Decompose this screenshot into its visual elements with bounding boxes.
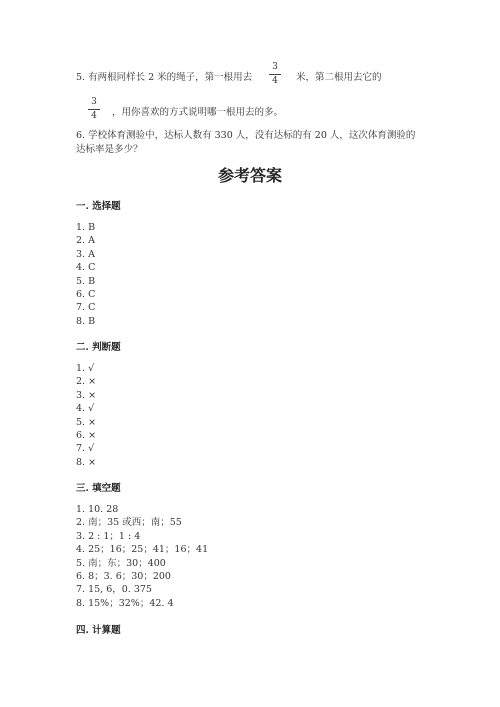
answer-item: 1. B [76,222,96,233]
answer-item: 4. √ [76,403,95,415]
q5-fraction-2 [87,98,101,121]
fraction-denominator: 4 [91,111,97,121]
section-list-judgement [76,362,96,469]
fraction-numerator: 3 [91,97,97,107]
answer-item: 6. C [76,288,96,300]
fraction-bar [269,74,281,75]
answer-item: 4. 25；16；25；41；16；41 [76,544,209,556]
q6-line-2: 达标率是多少？ [76,144,143,155]
section-list-fill-blank [76,503,208,610]
answer-item: 7. 15, 6，0. 375 [76,584,152,596]
answer-item: 6. × [76,429,97,441]
fraction-numerator: 3 [272,62,278,72]
answers-title: 参考答案 [217,166,282,185]
section-heading-choice: 一. 选择题 [76,201,121,212]
answer-item: 3. A [76,248,95,260]
answer-item: 6. 8；3. 6；30；200 [76,570,171,582]
answer-item: 7. C [76,302,96,314]
answer-item: 1. √ [76,363,95,374]
q5-fraction-1 [268,63,282,86]
q5-text-b: 米，第二根用去它的 [296,72,382,83]
answer-item: 5. 南；东；30；400 [76,557,166,569]
answer-item: 8. × [76,456,97,468]
answer-item: 4. C [76,262,96,274]
answer-item: 1. 10. 28 [76,504,119,515]
fraction-denominator: 4 [272,76,278,86]
answer-item: 2. A [76,235,95,247]
answer-item: 8. B [76,315,96,327]
q5-text-c: ，用你喜欢的方式说明哪一根用去的多。 [112,107,284,118]
section-list-choice [76,221,95,328]
section-heading-judgement: 二. 判断题 [76,342,121,353]
section-heading-calculation: 四. 计算题 [76,625,121,636]
answer-item: 2. × [76,376,97,388]
q6-line-1: 6. 学校体育测验中，达标人数有 330 人，没有达标的有 20 人，这次体育测验的 [76,130,416,141]
answer-item: 2. 南；35 或西；南；55 [76,517,182,529]
answer-item: 3. 2 : 1；1 : 4 [76,530,141,542]
answer-item: 7. √ [76,443,95,455]
section-heading-fill-blank: 三. 填空题 [76,483,121,494]
answer-item: 8. 15%；32%；42. 4 [76,597,174,609]
answer-item: 5. × [76,416,97,428]
fraction-bar [88,109,100,110]
q5-text-a: 5. 有两根同样长 2 米的绳子，第一根用去 [76,72,253,83]
answer-item: 5. B [76,275,96,287]
answer-item: 3. × [76,389,97,401]
